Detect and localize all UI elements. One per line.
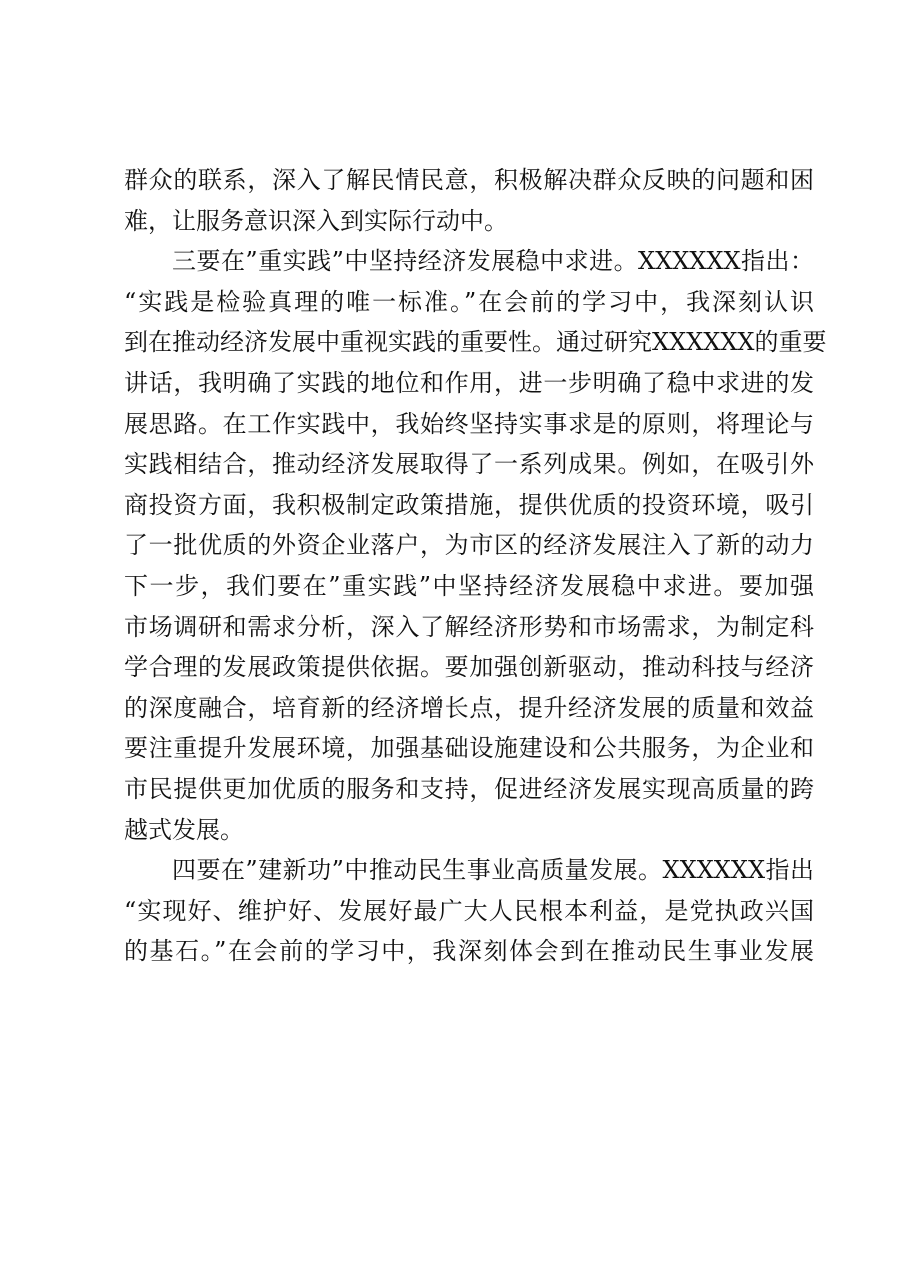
document-body — [124, 160, 827, 972]
text-line: “实现好、维护好、发展好最广大人民根本利益，是党执政兴国 — [124, 896, 814, 925]
text-line: 群众的联系，深入了解民情民意，积极解决群众反映的问题和困 — [124, 166, 814, 194]
text-line: 展思路。在工作实践中，我始终坚持实事求是的原则，将理论与 — [124, 409, 814, 438]
text-line: 越式发展。 — [124, 815, 244, 844]
text-line: 市民提供更加优质的服务和支持，促进经济发展实现高质量的跨 — [124, 774, 814, 803]
text-line: “实践是检验真理的唯一标准。”在会前的学习中，我深刻认识 — [124, 287, 814, 316]
text-line: 商投资方面，我积极制定政策措施，提供优质的投资环境，吸引 — [124, 490, 814, 519]
text-line: 学合理的发展政策提供依据。要加强创新驱动，推动科技与经济 — [124, 653, 814, 682]
text-line: 市场调研和需求分析，深入了解经济形势和市场需求，为制定科 — [124, 612, 814, 641]
text-line: 到在推动经济发展中重视实践的重要性。通过研究XXXXXX的重要 — [124, 328, 827, 357]
text-line: 讲话，我明确了实践的地位和作用，进一步明确了稳中求进的发 — [124, 368, 814, 397]
text-line: 的基石。”在会前的学习中，我深刻体会到在推动民生事业发展 — [124, 937, 814, 966]
text-line: 难，让服务意识深入到实际行动中。 — [124, 206, 508, 235]
text-line: 下一步，我们要在”重实践”中坚持经济发展稳中求进。要加强 — [124, 571, 814, 600]
text-line: 实践相结合，推动经济发展取得了一系列成果。例如，在吸引外 — [124, 450, 814, 479]
text-line: 了一批优质的外资企业落户，为市区的经济发展注入了新的动力 — [124, 531, 814, 560]
text-line: 四要在”建新功”中推动民生事业高质量发展。XXXXXX指出 — [172, 856, 814, 885]
text-line: 要注重提升发展环境，加强基础设施建设和公共服务，为企业和 — [124, 734, 814, 763]
text-line: 的深度融合，培育新的经济增长点，提升经济发展的质量和效益 — [124, 693, 814, 722]
text-line: 三要在”重实践”中坚持经济发展稳中求进。XXXXXX指出： — [172, 247, 814, 276]
